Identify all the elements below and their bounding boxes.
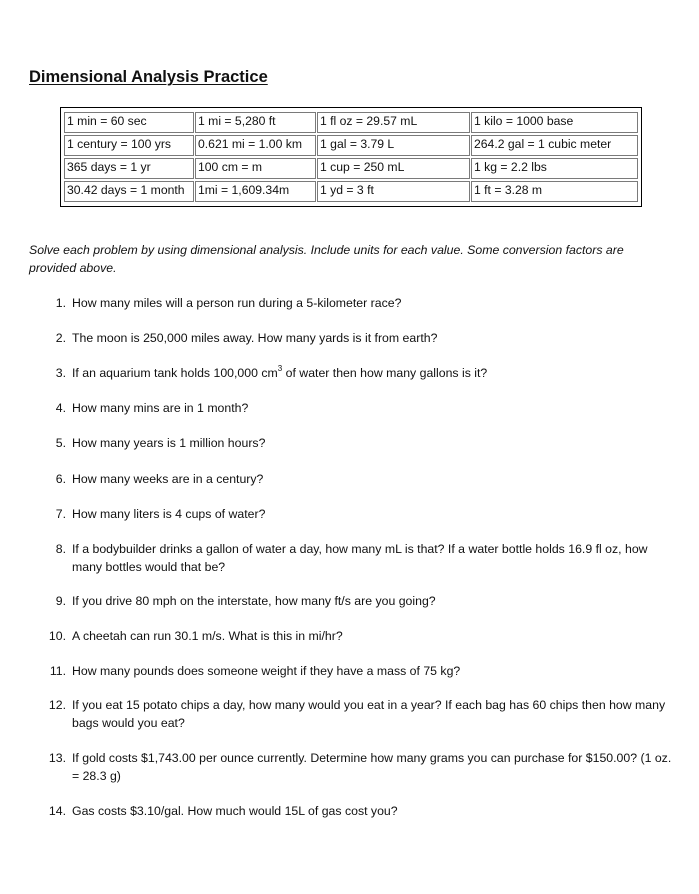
question-text: If you eat 15 potato chips a day, how many would you eat in a year? If each bag has 60 chips then how many bags would you eat? — [72, 698, 666, 730]
question-number: 4. — [55, 401, 66, 415]
question-item — [55, 294, 672, 312]
question-item — [55, 434, 672, 452]
question-number: 11. — [49, 664, 66, 678]
superscript: 3 — [277, 363, 283, 373]
question-item — [48, 696, 672, 732]
question-text: A cheetah can run 30.1 m/s. What is this in mi/hr? — [72, 629, 343, 643]
question-text: How many mins are in 1 month? — [72, 401, 249, 415]
question-number: 7. — [55, 507, 66, 521]
question-number: 2. — [55, 331, 66, 345]
question-item — [55, 363, 672, 382]
question-item — [48, 627, 672, 645]
page-title: Dimensional Analysis Practice — [29, 68, 268, 86]
question-text: How many pounds does someone weight if they have a mass of 75 kg? — [72, 664, 461, 678]
question-number: 12. — [48, 698, 66, 712]
question-text: How many liters is 4 cups of water? — [72, 507, 266, 521]
question-text: If a bodybuilder drinks a gallon of water a day, how many mL is that? If a water bottle holds 16.9 fl oz, how many bottles would that be? — [72, 542, 648, 574]
table-cell: 365 days = 1 yr — [64, 158, 194, 179]
instructions-text: Solve each problem by using dimensional analysis. Include units for each value. Some conversion factors are provided above. — [29, 243, 624, 275]
question-number: 14. — [48, 804, 66, 818]
conversion-factors-table — [60, 107, 642, 207]
table-cell: 1 cup = 250 mL — [317, 158, 470, 179]
question-number: 10. — [48, 629, 66, 643]
question-item — [55, 470, 672, 488]
question-item — [55, 540, 672, 576]
question-item — [55, 399, 672, 417]
question-text: If you drive 80 mph on the interstate, how many ft/s are you going? — [72, 594, 436, 608]
question-number: 13. — [48, 751, 66, 765]
question-item — [55, 505, 672, 523]
question-text: How many miles will a person run during a 5-kilometer race? — [72, 296, 402, 310]
question-text: If gold costs $1,743.00 per ounce currently. Determine how many grams you can purchase for $150.00? (1 oz. = 28.3 g) — [72, 751, 672, 783]
table-cell: 100 cm = m — [195, 158, 316, 179]
table-cell: 1 fl oz = 29.57 mL — [317, 112, 470, 133]
question-number: 9. — [55, 594, 66, 608]
question-text-part: of water then how many gallons is it? — [282, 366, 488, 380]
question-text: The moon is 250,000 miles away. How many yards is it from earth? — [72, 331, 438, 345]
question-item — [48, 749, 672, 785]
question-item — [48, 802, 672, 820]
table-cell: 1 mi = 5,280 ft — [195, 112, 316, 133]
question-number: 8. — [55, 542, 66, 556]
table-cell: 1 kg = 2.2 lbs — [471, 158, 638, 179]
table-cell: 1 gal = 3.79 L — [317, 135, 470, 156]
table-cell: 1 kilo = 1000 base — [471, 112, 638, 133]
question-text: Gas costs $3.10/gal. How much would 15L of gas cost you? — [72, 804, 398, 818]
table-cell: 0.621 mi = 1.00 km — [195, 135, 316, 156]
question-text: How many weeks are in a century? — [72, 472, 264, 486]
question-item — [49, 662, 672, 680]
table-cell: 264.2 gal = 1 cubic meter — [471, 135, 638, 156]
question-number: 3. — [55, 366, 66, 380]
table-cell: 1 century = 100 yrs — [64, 135, 194, 156]
question-number: 6. — [55, 472, 66, 486]
question-item — [55, 592, 672, 610]
table-cell: 30.42 days = 1 month — [64, 181, 194, 202]
table-cell: 1 ft = 3.28 m — [471, 181, 638, 202]
question-number: 5. — [55, 436, 66, 450]
question-text-part: If an aquarium tank holds 100,000 cm — [72, 366, 278, 380]
table-cell: 1 min = 60 sec — [64, 112, 194, 133]
question-item — [55, 329, 672, 347]
table-cell: 1 yd = 3 ft — [317, 181, 470, 202]
table-cell: 1mi = 1,609.34m — [195, 181, 316, 202]
question-number: 1. — [55, 296, 66, 310]
question-text: How many years is 1 million hours? — [72, 436, 266, 450]
